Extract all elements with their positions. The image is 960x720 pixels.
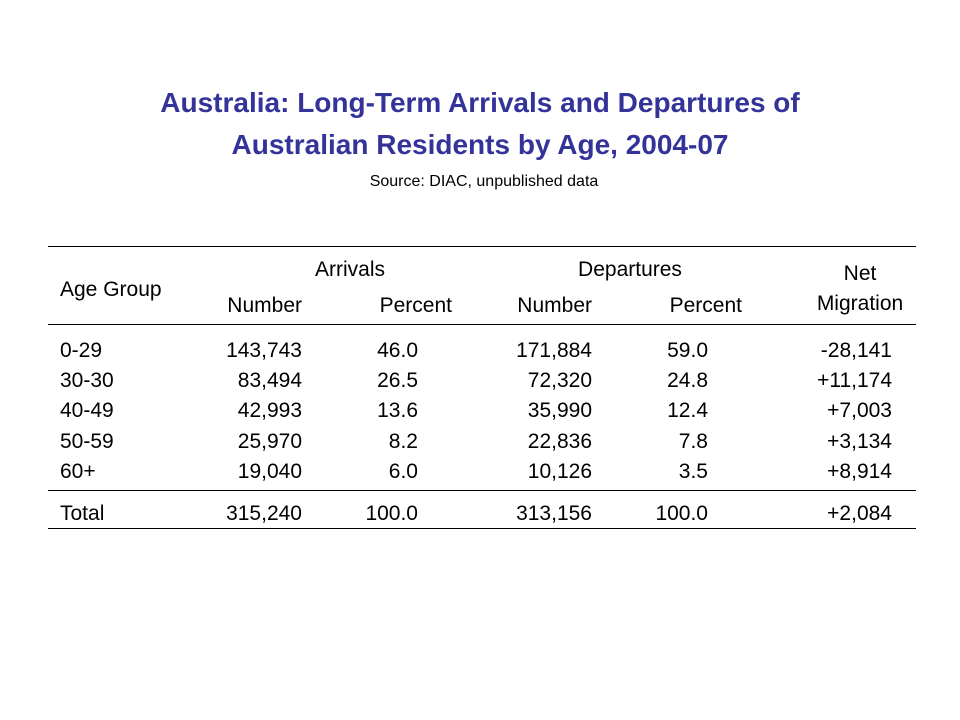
header-net-line2: Migration [816, 292, 904, 315]
source-note: Source: DIAC, unpublished data [369, 173, 599, 190]
header-rule [48, 324, 916, 325]
net-migration-cell: +11,174 [817, 369, 892, 392]
header-departures-percent: Percent [669, 294, 742, 317]
title-line-2: Australian Residents by Age, 2004-07 [231, 129, 729, 160]
departures-number-cell: 171,884 [516, 339, 592, 362]
departures-number-cell: 10,126 [527, 460, 592, 483]
age-cell: 30-30 [60, 369, 114, 392]
arrivals-number-cell: 19,040 [237, 460, 302, 483]
departures-percent-cell: 3.5 [678, 460, 708, 483]
header-arrivals: Arrivals [314, 258, 385, 281]
table-bottom-rule [48, 528, 916, 529]
arrivals-percent-cell: 8.2 [388, 430, 418, 453]
total-departures-number: 313,156 [516, 502, 592, 525]
header-arrivals-percent: Percent [379, 294, 452, 317]
age-cell: 50-59 [60, 430, 114, 453]
departures-number-cell: 72,320 [527, 369, 592, 392]
arrivals-number-cell: 143,743 [226, 339, 302, 362]
net-migration-cell: -28,141 [820, 339, 892, 362]
arrivals-percent-cell: 6.0 [388, 460, 418, 483]
departures-percent-cell: 59.0 [667, 339, 708, 362]
header-departures-number: Number [517, 294, 592, 317]
header-age-group: Age Group [60, 278, 162, 301]
arrivals-number-cell: 42,993 [237, 399, 302, 422]
total-label: Total [60, 502, 105, 525]
table-top-rule [48, 246, 916, 247]
arrivals-number-cell: 25,970 [237, 430, 302, 453]
arrivals-number-cell: 83,494 [237, 369, 302, 392]
net-migration-cell: +7,003 [827, 399, 892, 422]
total-arrivals-percent: 100.0 [365, 502, 418, 525]
header-arrivals-number: Number [227, 294, 302, 317]
net-migration-cell: +8,914 [827, 460, 892, 483]
header-net-line1: Net [843, 262, 877, 285]
age-cell: 40-49 [60, 399, 114, 422]
departures-percent-cell: 24.8 [667, 369, 708, 392]
arrivals-percent-cell: 46.0 [377, 339, 418, 362]
departures-number-cell: 22,836 [527, 430, 592, 453]
arrivals-percent-cell: 26.5 [377, 369, 418, 392]
departures-percent-cell: 7.8 [678, 430, 708, 453]
page-title [0, 82, 960, 166]
total-net-migration: +2,084 [827, 502, 892, 525]
header-departures: Departures [578, 258, 682, 281]
age-cell: 0-29 [60, 339, 103, 362]
total-arrivals-number: 315,240 [226, 502, 302, 525]
net-migration-cell: +3,134 [827, 430, 892, 453]
departures-percent-cell: 12.4 [667, 399, 708, 422]
total-departures-percent: 100.0 [655, 502, 708, 525]
title-line-1: Australia: Long-Term Arrivals and Departures of [160, 87, 800, 118]
total-rule [48, 490, 916, 491]
departures-number-cell: 35,990 [527, 399, 592, 422]
arrivals-percent-cell: 13.6 [377, 399, 418, 422]
age-cell: 60+ [60, 460, 96, 483]
